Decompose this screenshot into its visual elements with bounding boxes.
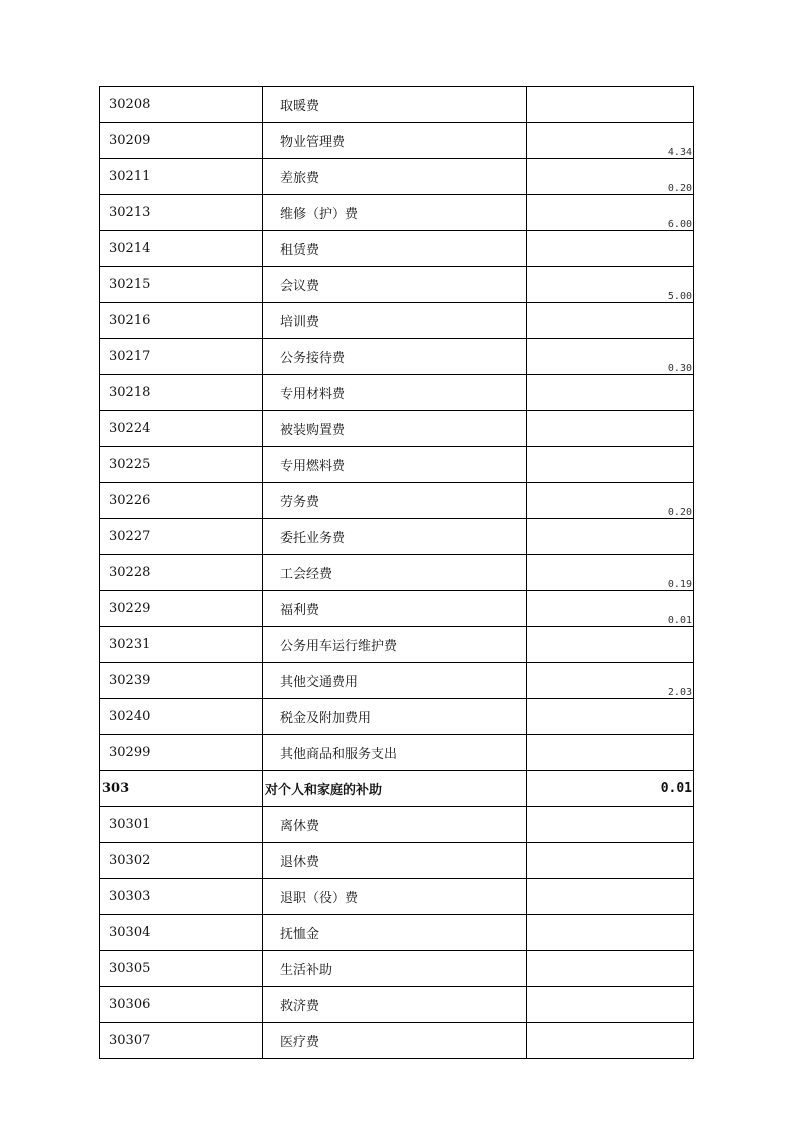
table-row: [100, 483, 694, 519]
account-name-cell: 工会经费: [263, 555, 527, 591]
table-row: [100, 987, 694, 1023]
account-name-cell: 其他商品和服务支出: [263, 735, 527, 771]
account-code-cell: 30211: [100, 159, 263, 195]
account-name-cell: 公务用车运行维护费: [263, 627, 527, 663]
account-code-cell: 30301: [100, 807, 263, 843]
amount-cell: 0.01: [527, 771, 694, 807]
account-name-cell: 医疗费: [263, 1023, 527, 1059]
amount-cell: 0.01: [527, 591, 694, 627]
table-row: [100, 915, 694, 951]
table-row: [100, 87, 694, 123]
account-name-cell: 税金及附加费用: [263, 699, 527, 735]
account-name-cell: 差旅费: [263, 159, 527, 195]
amount-cell: [527, 807, 694, 843]
account-code-cell: 30305: [100, 951, 263, 987]
account-name-cell: 救济费: [263, 987, 527, 1023]
account-name-cell: 物业管理费: [263, 123, 527, 159]
account-code-cell: 30306: [100, 987, 263, 1023]
table-row: [100, 447, 694, 483]
table-row: [100, 771, 694, 807]
table-row: [100, 807, 694, 843]
account-code-cell: 30216: [100, 303, 263, 339]
account-code-cell: 30209: [100, 123, 263, 159]
amount-cell: [527, 231, 694, 267]
account-code-cell: 30227: [100, 519, 263, 555]
account-name-cell: 租赁费: [263, 231, 527, 267]
account-code-cell: 30218: [100, 375, 263, 411]
table-row: [100, 519, 694, 555]
amount-cell: [527, 303, 694, 339]
account-code-cell: 30217: [100, 339, 263, 375]
amount-cell: [527, 699, 694, 735]
account-name-cell: 离休费: [263, 807, 527, 843]
account-code-cell: 30299: [100, 735, 263, 771]
expenditure-table: [99, 86, 694, 1059]
account-code-cell: 30228: [100, 555, 263, 591]
table-row: [100, 1023, 694, 1059]
table-row: [100, 375, 694, 411]
amount-cell: [527, 879, 694, 915]
table-row: [100, 123, 694, 159]
table-row: [100, 555, 694, 591]
account-name-cell: 抚恤金: [263, 915, 527, 951]
amount-cell: 5.00: [527, 267, 694, 303]
amount-cell: 0.19: [527, 555, 694, 591]
amount-cell: [527, 411, 694, 447]
amount-cell: [527, 735, 694, 771]
account-name-cell: 劳务费: [263, 483, 527, 519]
amount-cell: [527, 627, 694, 663]
account-name-cell: 专用材料费: [263, 375, 527, 411]
amount-cell: 0.30: [527, 339, 694, 375]
account-name-cell: 会议费: [263, 267, 527, 303]
amount-cell: [527, 87, 694, 123]
account-name-cell: 生活补助: [263, 951, 527, 987]
table-row: [100, 195, 694, 231]
table-row: [100, 303, 694, 339]
account-name-cell: 被装购置费: [263, 411, 527, 447]
account-code-cell: 30231: [100, 627, 263, 663]
table-row: [100, 411, 694, 447]
account-name-cell: 委托业务费: [263, 519, 527, 555]
account-code-cell: 30213: [100, 195, 263, 231]
account-code-cell: 30225: [100, 447, 263, 483]
table-row: [100, 231, 694, 267]
account-code-cell: 30302: [100, 843, 263, 879]
account-name-cell: 退职（役）费: [263, 879, 527, 915]
account-code-cell: 30240: [100, 699, 263, 735]
amount-cell: 0.20: [527, 159, 694, 195]
amount-cell: 4.34: [527, 123, 694, 159]
amount-cell: [527, 1023, 694, 1059]
amount-cell: 0.20: [527, 483, 694, 519]
table-row: [100, 627, 694, 663]
account-code-cell: 30307: [100, 1023, 263, 1059]
account-code-cell: 30304: [100, 915, 263, 951]
account-code-cell: 30215: [100, 267, 263, 303]
amount-cell: [527, 915, 694, 951]
account-name-cell: 退休费: [263, 843, 527, 879]
amount-cell: [527, 843, 694, 879]
account-code-cell: 30214: [100, 231, 263, 267]
account-code-cell: 30224: [100, 411, 263, 447]
account-name-cell: 培训费: [263, 303, 527, 339]
table-row: [100, 267, 694, 303]
table-row: [100, 951, 694, 987]
account-code-cell: 30229: [100, 591, 263, 627]
account-name-cell: 公务接待费: [263, 339, 527, 375]
account-name-cell: 取暖费: [263, 87, 527, 123]
account-name-cell: 其他交通费用: [263, 663, 527, 699]
amount-cell: [527, 987, 694, 1023]
table-row: [100, 663, 694, 699]
amount-cell: [527, 375, 694, 411]
amount-cell: [527, 519, 694, 555]
table-row: [100, 339, 694, 375]
account-name-cell: 对个人和家庭的补助: [263, 771, 527, 807]
amount-cell: [527, 447, 694, 483]
account-code-cell: 30239: [100, 663, 263, 699]
account-name-cell: 专用燃料费: [263, 447, 527, 483]
table-row: [100, 699, 694, 735]
account-code-cell: 30303: [100, 879, 263, 915]
table-row: [100, 735, 694, 771]
account-code-cell: 303: [100, 771, 263, 807]
amount-cell: 2.03: [527, 663, 694, 699]
table-body: [100, 87, 694, 1059]
amount-cell: [527, 951, 694, 987]
table-row: [100, 879, 694, 915]
account-name-cell: 福利费: [263, 591, 527, 627]
table-row: [100, 159, 694, 195]
account-name-cell: 维修（护）费: [263, 195, 527, 231]
account-code-cell: 30208: [100, 87, 263, 123]
table-row: [100, 843, 694, 879]
table-row: [100, 591, 694, 627]
amount-cell: 6.00: [527, 195, 694, 231]
account-code-cell: 30226: [100, 483, 263, 519]
